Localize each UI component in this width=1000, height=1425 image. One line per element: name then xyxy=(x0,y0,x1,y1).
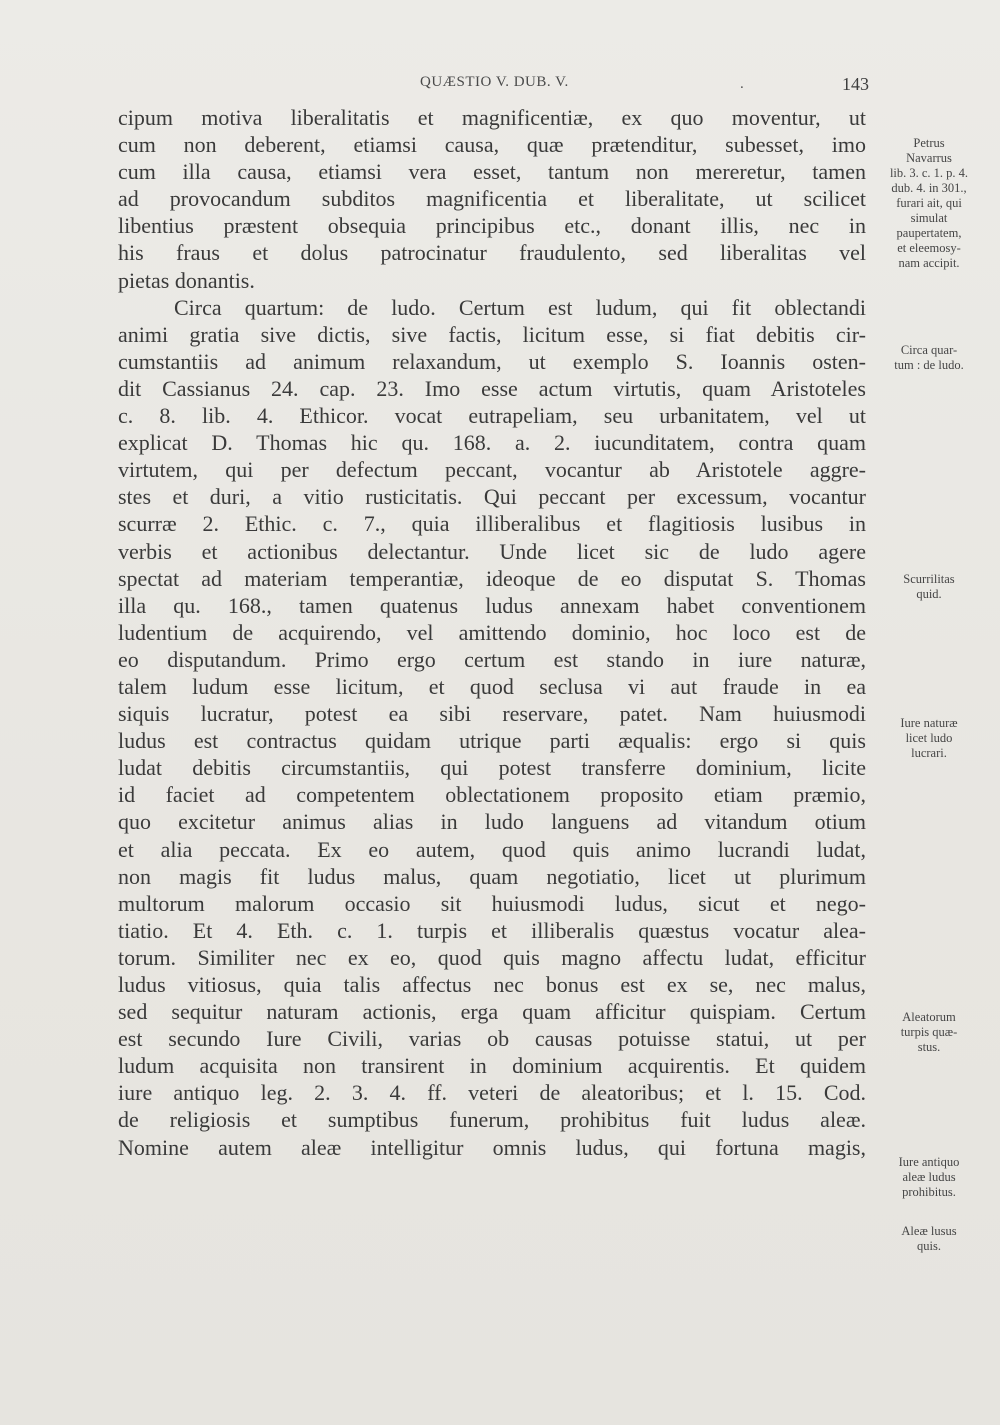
margin-note-navarrus: Petrus Navarrus lib. 3. c. 1. p. 4. dub. 4. in 301., furari ait, qui simulat paupertatem, et eleemosy- nam accipit. xyxy=(889,136,969,270)
text-line: multorum malorum occasio sit huiusmodi ludus, sicut et nego- xyxy=(118,890,866,916)
text-line: id faciet ad competentem oblectationem proposito etiam præmio, xyxy=(118,782,866,808)
text-line: iure antiquo leg. 2. 3. 4. ff. veteri de aleatoribus; et l. 15. Cod. xyxy=(118,1080,866,1106)
text-line: explicat D. Thomas hic qu. 168. a. 2. iucunditatem, contra quam xyxy=(118,430,866,456)
text-line: verbis et actionibus delectantur. Unde licet sic de ludo agere xyxy=(118,538,866,564)
header-dot: . xyxy=(740,76,744,92)
text-line: talem ludum esse licitum, et quod seclusa vi aut fraude in ea xyxy=(118,673,866,699)
text-line: cipum motiva liberalitatis et magnificentiæ, ex quo moventur, ut xyxy=(118,105,866,130)
text-line: ludus est contractus quidam utrique parti æqualis: ergo si quis xyxy=(118,728,866,754)
margin-note-scurrilitas: Scurrilitas quid. xyxy=(903,572,955,601)
margin-note-iure-antiquo: Iure antiquo aleæ ludus prohibitus. xyxy=(898,1155,960,1199)
text-line: quo excitetur animus alias in ludo languens ad vitandum otium xyxy=(118,809,866,835)
text-line: eo disputandum. Primo ergo certum est stando in iure naturæ, xyxy=(118,646,866,672)
text-line: virtutem, qui per defectum peccant, vocantur ab Aristotele aggre- xyxy=(118,457,866,483)
text-line: ludat debitis circumstantiis, qui potest transferre dominium, licite xyxy=(118,755,866,781)
text-line: pietas donantis. xyxy=(118,267,255,293)
margin-note-iure-naturae: Iure naturæ licet ludo lucrari. xyxy=(900,716,958,760)
text-line: scurræ 2. Ethic. c. 7., quia illiberalibus et flagitiosis lusibus in xyxy=(118,511,866,537)
text-line: stes et duri, a vitio rusticitatis. Qui peccant per excessum, vocantur xyxy=(118,484,866,510)
body-text xyxy=(118,104,866,1161)
text-line: Circa quartum: de ludo. Certum est ludum, qui fit oblectandi xyxy=(174,294,866,320)
text-line: est secundo Iure Civili, varias ob causas potuisse statui, ut per xyxy=(118,1026,866,1052)
margin-note-circa-quartum: Circa quar- tum : de ludo. xyxy=(894,343,964,372)
text-line: siquis lucratur, potest ea sibi reservare, patet. Nam huiusmodi xyxy=(118,701,866,727)
text-line: libentius præstent obsequia principibus etc., donant illis, nec in xyxy=(118,213,866,239)
text-line: de religiosis et sumptibus funerum, prohibitus fuit ludus aleæ. xyxy=(118,1107,866,1133)
text-line: ludus vitiosus, quia talis affectus nec bonus est ex se, nec malus, xyxy=(118,972,866,997)
text-line: illa qu. 168., tamen quatenus ludus annexam habet conventionem xyxy=(118,592,866,618)
text-line: ludum acquisita non transirent in dominium acquirentis. Et quidem xyxy=(118,1053,866,1079)
text-line: sed sequitur naturam actionis, erga quam afficitur quispiam. Certum xyxy=(118,999,866,1025)
text-line: cumstantiis ad animum relaxandum, ut exemplo S. Ioannis osten- xyxy=(118,348,866,374)
text-line: cum non deberent, etiamsi causa, quæ prætenditur, subesset, imo xyxy=(118,132,866,158)
text-line: tiatio. Et 4. Eth. c. 1. turpis et illiberalis quæstus vocatur alea- xyxy=(118,917,866,943)
text-line: his fraus et dolus patrocinatur fraudulento, sed liberalitas vel xyxy=(118,240,866,266)
text-line: cum illa causa, etiamsi vera esset, tantum non mereretur, tamen xyxy=(118,159,866,185)
margin-note-aleae-lusus: Aleæ lusus quis. xyxy=(901,1224,957,1253)
page-number: 143 xyxy=(842,74,869,94)
text-line: et alia peccata. Ex eo autem, quod quis animo lucrandi ludat, xyxy=(118,836,866,862)
text-line: spectat ad materiam temperantiæ, ideoque de eo disputat S. Thomas xyxy=(118,565,866,591)
text-line: non magis fit ludus malus, quam negotiatio, licet ut plurimum xyxy=(118,863,866,889)
text-line: animi gratia sive dictis, sive factis, licitum esse, si fiat debitis cir- xyxy=(118,321,866,347)
text-line: ad provocandum subditos magnificentia et liberalitate, ut scilicet xyxy=(118,186,866,212)
text-line: Nomine autem aleæ intelligitur omnis ludus, qui fortuna magis, xyxy=(118,1134,866,1160)
text-line: dit Cassianus 24. cap. 23. Imo esse actum virtutis, quam Aristoteles xyxy=(118,375,866,401)
running-head: QUÆSTIO V. DUB. V. xyxy=(420,74,569,90)
text-line: c. 8. lib. 4. Ethicor. vocat eutrapeliam, seu urbanitatem, vel ut xyxy=(118,403,866,429)
text-line: ludentium de acquirendo, vel amittendo dominio, hoc loco est de xyxy=(118,619,866,645)
text-line: torum. Similiter nec ex eo, quod quis magno affectu ludat, efficitur xyxy=(118,944,866,970)
margin-note-aleatorum: Aleatorum turpis quæ- stus. xyxy=(900,1010,958,1054)
